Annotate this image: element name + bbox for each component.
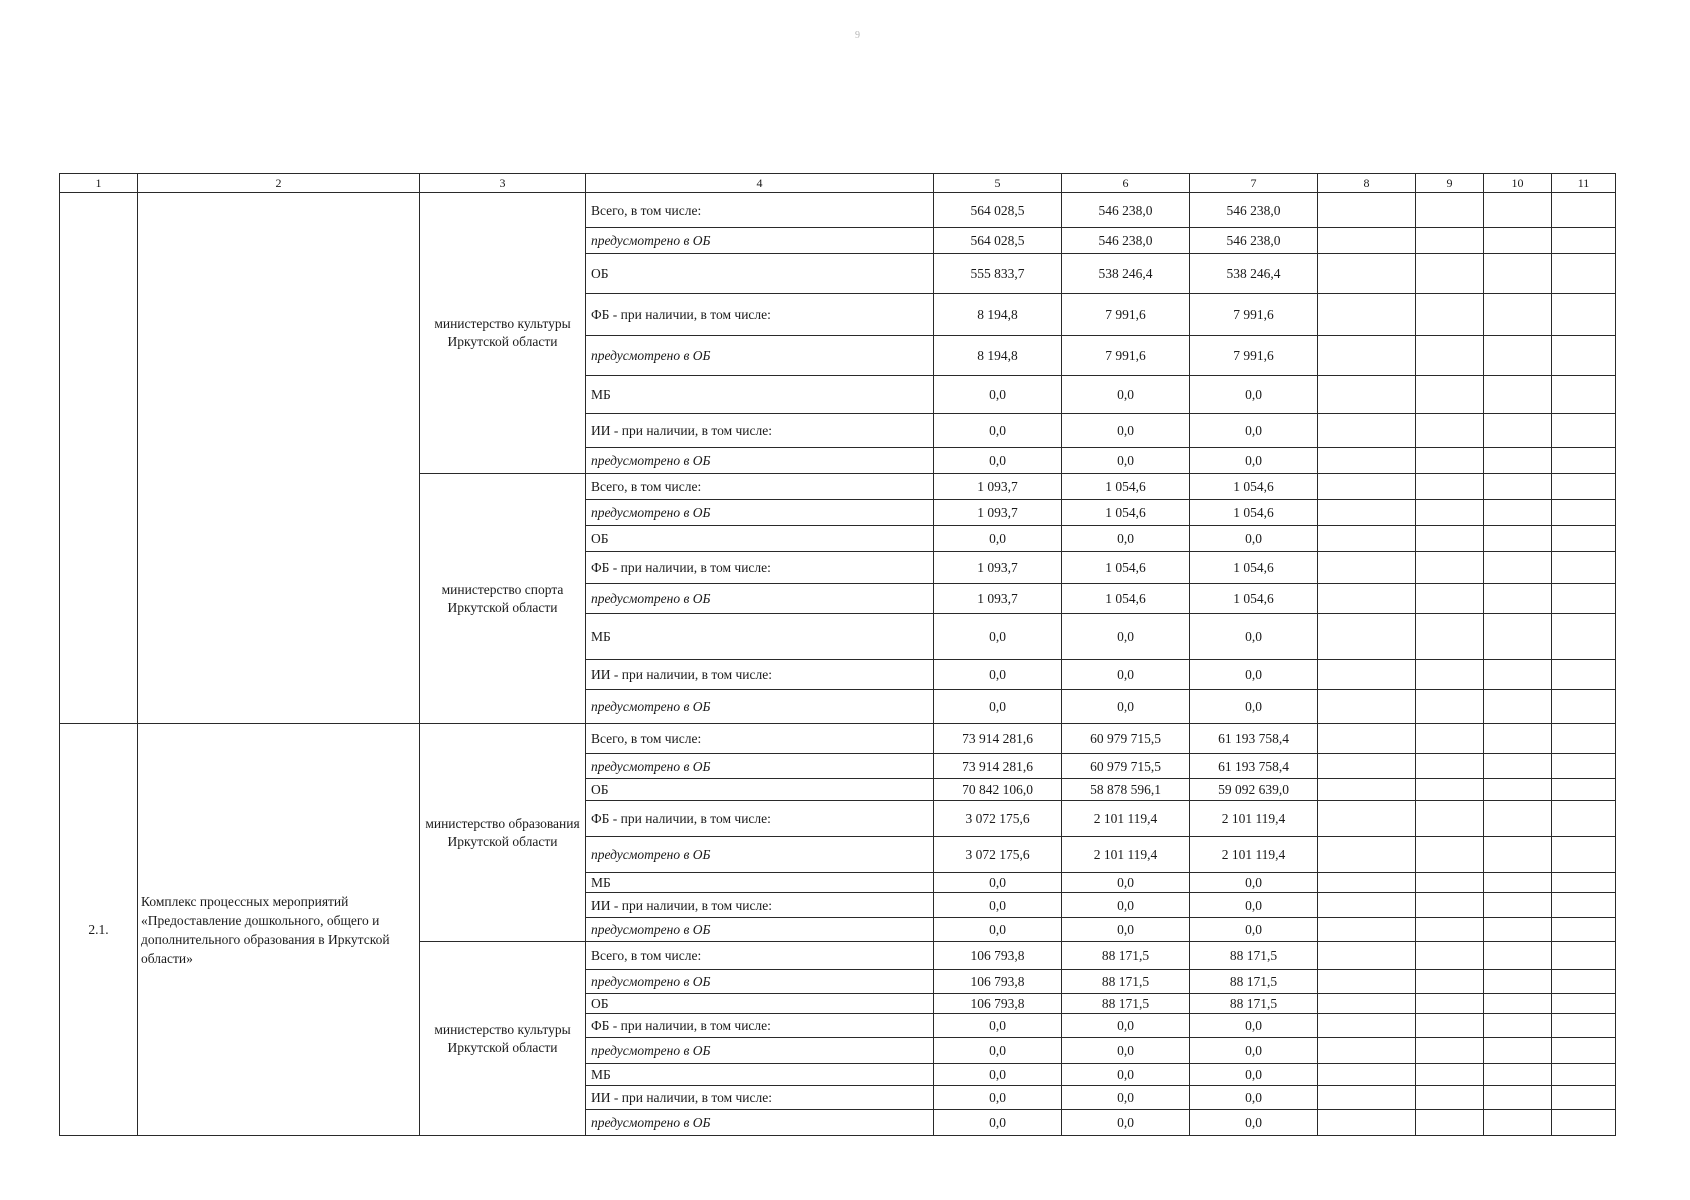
amount-col-5: 1 093,7 <box>934 552 1062 584</box>
empty-cell-col-11 <box>1552 336 1616 376</box>
amount-col-5: 564 028,5 <box>934 228 1062 254</box>
empty-cell-col-10 <box>1484 1086 1552 1110</box>
empty-cell-col-11 <box>1552 376 1616 414</box>
empty-cell-col-11 <box>1552 526 1616 552</box>
empty-cell-col-10 <box>1484 254 1552 294</box>
empty-cell-col-10 <box>1484 228 1552 254</box>
amount-col-7: 2 101 119,4 <box>1190 801 1318 837</box>
funding-source-label: предусмотрено в ОБ <box>586 918 934 942</box>
empty-cell-col-8 <box>1318 1064 1416 1086</box>
funding-source-label: предусмотрено в ОБ <box>586 1110 934 1136</box>
amount-col-6: 2 101 119,4 <box>1062 801 1190 837</box>
empty-cell-col-11 <box>1552 893 1616 918</box>
funding-source-label: Всего, в том числе: <box>586 474 934 500</box>
empty-cell-col-10 <box>1484 1064 1552 1086</box>
responsible-organization: министерство культуры Иркутской области <box>420 942 586 1136</box>
amount-col-5: 0,0 <box>934 1014 1062 1038</box>
empty-cell-col-10 <box>1484 1038 1552 1064</box>
amount-col-5: 73 914 281,6 <box>934 724 1062 754</box>
empty-cell-col-9 <box>1416 970 1484 994</box>
amount-col-5: 0,0 <box>934 1038 1062 1064</box>
empty-cell-col-8 <box>1318 1086 1416 1110</box>
amount-col-7: 0,0 <box>1190 1110 1318 1136</box>
amount-col-5: 1 093,7 <box>934 474 1062 500</box>
column-number-4: 4 <box>586 174 934 193</box>
empty-cell-col-11 <box>1552 970 1616 994</box>
amount-col-6: 0,0 <box>1062 660 1190 690</box>
empty-cell-col-8 <box>1318 918 1416 942</box>
amount-col-5: 0,0 <box>934 918 1062 942</box>
empty-cell-col-9 <box>1416 552 1484 584</box>
empty-cell-col-10 <box>1484 837 1552 873</box>
funding-source-label: ФБ - при наличии, в том числе: <box>586 1014 934 1038</box>
empty-cell-col-11 <box>1552 660 1616 690</box>
funding-source-label: предусмотрено в ОБ <box>586 754 934 779</box>
empty-cell-col-10 <box>1484 873 1552 893</box>
amount-col-6: 0,0 <box>1062 1110 1190 1136</box>
amount-col-7: 538 246,4 <box>1190 254 1318 294</box>
amount-col-7: 0,0 <box>1190 614 1318 660</box>
amount-col-6: 1 054,6 <box>1062 500 1190 526</box>
empty-cell-col-10 <box>1484 970 1552 994</box>
funding-source-label: ОБ <box>586 779 934 801</box>
empty-cell-col-9 <box>1416 724 1484 754</box>
empty-cell-col-8 <box>1318 994 1416 1014</box>
empty-cell-col-9 <box>1416 1038 1484 1064</box>
empty-cell-col-9 <box>1416 448 1484 474</box>
responsible-organization: министерство образования Иркутской области <box>420 724 586 942</box>
empty-cell-col-8 <box>1318 228 1416 254</box>
empty-cell-col-9 <box>1416 526 1484 552</box>
amount-col-7: 7 991,6 <box>1190 294 1318 336</box>
funding-source-label: предусмотрено в ОБ <box>586 837 934 873</box>
empty-cell-col-11 <box>1552 942 1616 970</box>
amount-col-6: 546 238,0 <box>1062 193 1190 228</box>
amount-col-5: 106 793,8 <box>934 994 1062 1014</box>
amount-col-7: 88 171,5 <box>1190 942 1318 970</box>
amount-col-6: 0,0 <box>1062 918 1190 942</box>
funding-source-label: ОБ <box>586 526 934 552</box>
empty-cell-col-9 <box>1416 1014 1484 1038</box>
amount-col-5: 8 194,8 <box>934 294 1062 336</box>
column-number-2: 2 <box>138 174 420 193</box>
responsible-organization: министерство культуры Иркутской области <box>420 193 586 474</box>
empty-cell-col-10 <box>1484 614 1552 660</box>
empty-cell-col-11 <box>1552 614 1616 660</box>
empty-cell-col-10 <box>1484 414 1552 448</box>
empty-cell-col-11 <box>1552 228 1616 254</box>
amount-col-5: 0,0 <box>934 893 1062 918</box>
empty-cell-col-9 <box>1416 1110 1484 1136</box>
empty-cell-col-11 <box>1552 690 1616 724</box>
empty-cell-col-9 <box>1416 336 1484 376</box>
amount-col-6: 546 238,0 <box>1062 228 1190 254</box>
empty-cell-col-10 <box>1484 994 1552 1014</box>
empty-cell-col-11 <box>1552 584 1616 614</box>
empty-cell-col-10 <box>1484 690 1552 724</box>
empty-cell-col-10 <box>1484 779 1552 801</box>
empty-cell-col-8 <box>1318 1038 1416 1064</box>
funding-source-label: ОБ <box>586 254 934 294</box>
empty-cell-col-9 <box>1416 1086 1484 1110</box>
amount-col-7: 0,0 <box>1190 448 1318 474</box>
empty-cell-col-8 <box>1318 1014 1416 1038</box>
column-number-6: 6 <box>1062 174 1190 193</box>
amount-col-5: 8 194,8 <box>934 336 1062 376</box>
empty-cell-col-11 <box>1552 994 1616 1014</box>
empty-cell-col-8 <box>1318 873 1416 893</box>
empty-cell-col-9 <box>1416 193 1484 228</box>
empty-cell-col-8 <box>1318 584 1416 614</box>
amount-col-6: 58 878 596,1 <box>1062 779 1190 801</box>
amount-col-7: 1 054,6 <box>1190 584 1318 614</box>
empty-cell-col-10 <box>1484 294 1552 336</box>
amount-col-5: 0,0 <box>934 414 1062 448</box>
empty-cell-col-11 <box>1552 801 1616 837</box>
amount-col-7: 0,0 <box>1190 893 1318 918</box>
empty-cell-col-9 <box>1416 376 1484 414</box>
amount-col-7: 0,0 <box>1190 1064 1318 1086</box>
funding-source-label: Всего, в том числе: <box>586 724 934 754</box>
amount-col-5: 1 093,7 <box>934 584 1062 614</box>
amount-col-7: 0,0 <box>1190 376 1318 414</box>
table-row <box>60 193 1616 228</box>
amount-col-7: 0,0 <box>1190 873 1318 893</box>
empty-cell-col-10 <box>1484 526 1552 552</box>
empty-cell-col-9 <box>1416 893 1484 918</box>
column-number-11: 11 <box>1552 174 1616 193</box>
empty-cell-col-11 <box>1552 193 1616 228</box>
empty-cell-col-9 <box>1416 500 1484 526</box>
amount-col-6: 538 246,4 <box>1062 254 1190 294</box>
amount-col-6: 0,0 <box>1062 448 1190 474</box>
empty-cell-col-8 <box>1318 294 1416 336</box>
funding-source-label: Всего, в том числе: <box>586 193 934 228</box>
empty-cell-col-8 <box>1318 690 1416 724</box>
empty-cell-col-11 <box>1552 448 1616 474</box>
amount-col-5: 0,0 <box>934 690 1062 724</box>
empty-cell-col-8 <box>1318 801 1416 837</box>
empty-cell-col-9 <box>1416 1064 1484 1086</box>
amount-col-5: 0,0 <box>934 1064 1062 1086</box>
empty-cell-col-11 <box>1552 873 1616 893</box>
amount-col-5: 0,0 <box>934 448 1062 474</box>
amount-col-5: 73 914 281,6 <box>934 754 1062 779</box>
empty-cell-col-8 <box>1318 893 1416 918</box>
amount-col-6: 0,0 <box>1062 1064 1190 1086</box>
amount-col-6: 0,0 <box>1062 1038 1190 1064</box>
empty-cell-col-10 <box>1484 336 1552 376</box>
amount-col-7: 0,0 <box>1190 1086 1318 1110</box>
amount-col-6: 60 979 715,5 <box>1062 724 1190 754</box>
empty-cell-col-11 <box>1552 552 1616 584</box>
funding-source-label: ИИ - при наличии, в том числе: <box>586 414 934 448</box>
amount-col-6: 0,0 <box>1062 893 1190 918</box>
column-number-7: 7 <box>1190 174 1318 193</box>
budget-table-body <box>60 174 1616 1136</box>
empty-cell-col-8 <box>1318 779 1416 801</box>
column-number-5: 5 <box>934 174 1062 193</box>
amount-col-6: 0,0 <box>1062 690 1190 724</box>
funding-source-label: ИИ - при наличии, в том числе: <box>586 660 934 690</box>
amount-col-7: 0,0 <box>1190 1014 1318 1038</box>
empty-cell-col-11 <box>1552 918 1616 942</box>
amount-col-7: 0,0 <box>1190 918 1318 942</box>
empty-cell-col-8 <box>1318 1110 1416 1136</box>
empty-cell-col-8 <box>1318 254 1416 294</box>
column-number-1: 1 <box>60 174 138 193</box>
empty-cell-col-10 <box>1484 552 1552 584</box>
empty-cell-col-8 <box>1318 193 1416 228</box>
funding-source-label: ФБ - при наличии, в том числе: <box>586 294 934 336</box>
amount-col-5: 0,0 <box>934 376 1062 414</box>
amount-col-7: 0,0 <box>1190 526 1318 552</box>
empty-cell-col-10 <box>1484 584 1552 614</box>
empty-cell-col-9 <box>1416 294 1484 336</box>
empty-cell-col-9 <box>1416 414 1484 448</box>
column-number-row <box>60 174 1616 193</box>
amount-col-6: 88 171,5 <box>1062 942 1190 970</box>
empty-cell-col-11 <box>1552 754 1616 779</box>
empty-cell-col-9 <box>1416 584 1484 614</box>
amount-col-7: 1 054,6 <box>1190 500 1318 526</box>
amount-col-7: 0,0 <box>1190 690 1318 724</box>
empty-cell-col-10 <box>1484 376 1552 414</box>
empty-cell-col-8 <box>1318 552 1416 584</box>
empty-cell-col-9 <box>1416 801 1484 837</box>
amount-col-6: 7 991,6 <box>1062 336 1190 376</box>
amount-col-6: 0,0 <box>1062 526 1190 552</box>
funding-source-label: ИИ - при наличии, в том числе: <box>586 893 934 918</box>
funding-source-label: предусмотрено в ОБ <box>586 690 934 724</box>
funding-source-label: ОБ <box>586 994 934 1014</box>
empty-cell-col-10 <box>1484 660 1552 690</box>
empty-cell-col-9 <box>1416 994 1484 1014</box>
empty-cell-col-9 <box>1416 228 1484 254</box>
empty-cell-col-10 <box>1484 801 1552 837</box>
empty-cell-col-9 <box>1416 918 1484 942</box>
section-number <box>60 193 138 724</box>
empty-cell-col-9 <box>1416 754 1484 779</box>
section-name: Комплекс процессных мероприятий «Предоставление дошкольного, общего и дополнительного образования в Иркутской области» <box>138 724 420 1136</box>
empty-cell-col-11 <box>1552 1110 1616 1136</box>
empty-cell-col-10 <box>1484 754 1552 779</box>
amount-col-7: 7 991,6 <box>1190 336 1318 376</box>
amount-col-5: 555 833,7 <box>934 254 1062 294</box>
amount-col-6: 60 979 715,5 <box>1062 754 1190 779</box>
empty-cell-col-10 <box>1484 918 1552 942</box>
amount-col-5: 0,0 <box>934 660 1062 690</box>
empty-cell-col-11 <box>1552 474 1616 500</box>
amount-col-5: 0,0 <box>934 873 1062 893</box>
funding-source-label: ФБ - при наличии, в том числе: <box>586 801 934 837</box>
funding-source-label: МБ <box>586 376 934 414</box>
column-number-10: 10 <box>1484 174 1552 193</box>
amount-col-6: 0,0 <box>1062 376 1190 414</box>
amount-col-7: 61 193 758,4 <box>1190 724 1318 754</box>
empty-cell-col-11 <box>1552 1086 1616 1110</box>
empty-cell-col-11 <box>1552 254 1616 294</box>
empty-cell-col-10 <box>1484 893 1552 918</box>
empty-cell-col-11 <box>1552 414 1616 448</box>
amount-col-6: 0,0 <box>1062 873 1190 893</box>
amount-col-7: 2 101 119,4 <box>1190 837 1318 873</box>
amount-col-7: 1 054,6 <box>1190 474 1318 500</box>
empty-cell-col-10 <box>1484 500 1552 526</box>
empty-cell-col-8 <box>1318 837 1416 873</box>
empty-cell-col-8 <box>1318 614 1416 660</box>
amount-col-5: 0,0 <box>934 526 1062 552</box>
empty-cell-col-11 <box>1552 294 1616 336</box>
empty-cell-col-8 <box>1318 474 1416 500</box>
amount-col-5: 0,0 <box>934 1110 1062 1136</box>
amount-col-7: 0,0 <box>1190 1038 1318 1064</box>
empty-cell-col-8 <box>1318 376 1416 414</box>
amount-col-6: 0,0 <box>1062 614 1190 660</box>
empty-cell-col-9 <box>1416 837 1484 873</box>
amount-col-5: 106 793,8 <box>934 942 1062 970</box>
column-number-9: 9 <box>1416 174 1484 193</box>
empty-cell-col-10 <box>1484 1014 1552 1038</box>
amount-col-5: 0,0 <box>934 614 1062 660</box>
funding-source-label: предусмотрено в ОБ <box>586 584 934 614</box>
section-name <box>138 193 420 724</box>
empty-cell-col-11 <box>1552 779 1616 801</box>
empty-cell-col-11 <box>1552 500 1616 526</box>
empty-cell-col-9 <box>1416 660 1484 690</box>
amount-col-7: 88 171,5 <box>1190 994 1318 1014</box>
amount-col-6: 88 171,5 <box>1062 994 1190 1014</box>
amount-col-7: 546 238,0 <box>1190 193 1318 228</box>
section-number: 2.1. <box>60 724 138 1136</box>
empty-cell-col-11 <box>1552 1064 1616 1086</box>
funding-source-label: предусмотрено в ОБ <box>586 970 934 994</box>
empty-cell-col-8 <box>1318 448 1416 474</box>
empty-cell-col-9 <box>1416 614 1484 660</box>
amount-col-6: 7 991,6 <box>1062 294 1190 336</box>
empty-cell-col-8 <box>1318 336 1416 376</box>
amount-col-7: 1 054,6 <box>1190 552 1318 584</box>
amount-col-5: 3 072 175,6 <box>934 801 1062 837</box>
empty-cell-col-10 <box>1484 724 1552 754</box>
empty-cell-col-11 <box>1552 724 1616 754</box>
amount-col-6: 0,0 <box>1062 1086 1190 1110</box>
empty-cell-col-10 <box>1484 448 1552 474</box>
empty-cell-col-11 <box>1552 1038 1616 1064</box>
amount-col-6: 0,0 <box>1062 414 1190 448</box>
empty-cell-col-8 <box>1318 660 1416 690</box>
funding-source-label: предусмотрено в ОБ <box>586 228 934 254</box>
column-number-8: 8 <box>1318 174 1416 193</box>
amount-col-6: 0,0 <box>1062 1014 1190 1038</box>
empty-cell-col-9 <box>1416 942 1484 970</box>
amount-col-7: 59 092 639,0 <box>1190 779 1318 801</box>
empty-cell-col-10 <box>1484 942 1552 970</box>
amount-col-5: 70 842 106,0 <box>934 779 1062 801</box>
empty-cell-col-9 <box>1416 873 1484 893</box>
amount-col-7: 0,0 <box>1190 660 1318 690</box>
amount-col-6: 88 171,5 <box>1062 970 1190 994</box>
amount-col-5: 3 072 175,6 <box>934 837 1062 873</box>
funding-source-label: МБ <box>586 873 934 893</box>
funding-source-label: Всего, в том числе: <box>586 942 934 970</box>
amount-col-7: 61 193 758,4 <box>1190 754 1318 779</box>
funding-source-label: предусмотрено в ОБ <box>586 336 934 376</box>
amount-col-6: 1 054,6 <box>1062 584 1190 614</box>
empty-cell-col-9 <box>1416 474 1484 500</box>
amount-col-7: 0,0 <box>1190 414 1318 448</box>
amount-col-5: 0,0 <box>934 1086 1062 1110</box>
empty-cell-col-8 <box>1318 526 1416 552</box>
amount-col-5: 106 793,8 <box>934 970 1062 994</box>
empty-cell-col-11 <box>1552 1014 1616 1038</box>
table-row <box>60 724 1616 754</box>
funding-source-label: ИИ - при наличии, в том числе: <box>586 1086 934 1110</box>
amount-col-6: 2 101 119,4 <box>1062 837 1190 873</box>
empty-cell-col-8 <box>1318 942 1416 970</box>
empty-cell-col-11 <box>1552 837 1616 873</box>
funding-source-label: предусмотрено в ОБ <box>586 448 934 474</box>
page-number-mark: 9 <box>855 30 860 41</box>
funding-source-label: МБ <box>586 1064 934 1086</box>
budget-table <box>59 173 1616 1136</box>
funding-source-label: ФБ - при наличии, в том числе: <box>586 552 934 584</box>
empty-cell-col-8 <box>1318 970 1416 994</box>
empty-cell-col-9 <box>1416 254 1484 294</box>
funding-source-label: МБ <box>586 614 934 660</box>
amount-col-5: 1 093,7 <box>934 500 1062 526</box>
amount-col-6: 1 054,6 <box>1062 474 1190 500</box>
amount-col-7: 546 238,0 <box>1190 228 1318 254</box>
empty-cell-col-10 <box>1484 474 1552 500</box>
column-number-3: 3 <box>420 174 586 193</box>
empty-cell-col-9 <box>1416 690 1484 724</box>
empty-cell-col-8 <box>1318 754 1416 779</box>
empty-cell-col-9 <box>1416 779 1484 801</box>
amount-col-5: 564 028,5 <box>934 193 1062 228</box>
empty-cell-col-10 <box>1484 193 1552 228</box>
amount-col-7: 88 171,5 <box>1190 970 1318 994</box>
funding-source-label: предусмотрено в ОБ <box>586 500 934 526</box>
responsible-organization: министерство спорта Иркутской области <box>420 474 586 724</box>
empty-cell-col-8 <box>1318 724 1416 754</box>
funding-source-label: предусмотрено в ОБ <box>586 1038 934 1064</box>
empty-cell-col-8 <box>1318 500 1416 526</box>
amount-col-6: 1 054,6 <box>1062 552 1190 584</box>
empty-cell-col-8 <box>1318 414 1416 448</box>
empty-cell-col-10 <box>1484 1110 1552 1136</box>
